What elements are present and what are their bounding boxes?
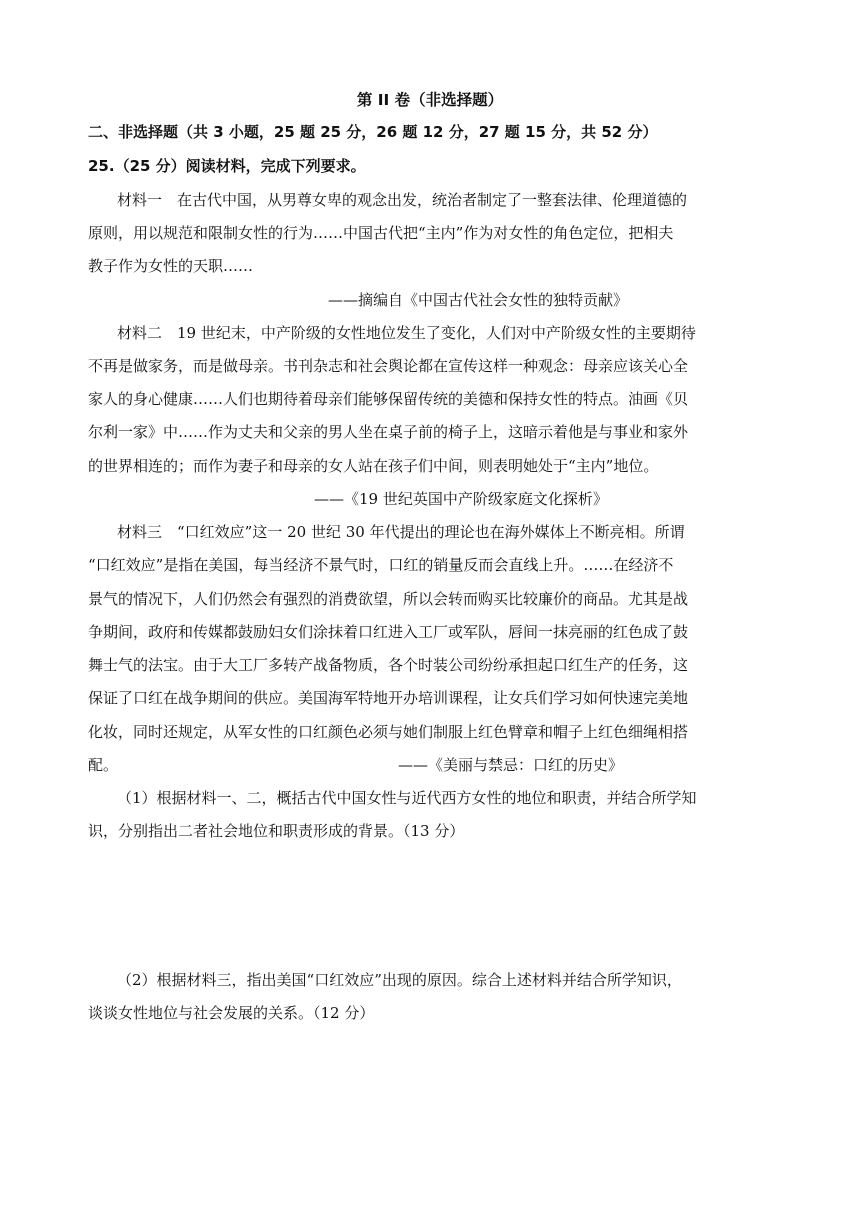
sub-question-2-line-2: 谈谈女性地位与社会发展的关系。（12 分） bbox=[88, 1004, 375, 1022]
part-heading: 二、非选择题（共 3 小题，25 题 25 分，26 题 12 分，27 题 15 分，共 52 分） bbox=[88, 123, 658, 141]
material-1-line-2: 原则，用以规范和限制女性的行为……中国古代把“主内”作为对女性的角色定位，把相夫 bbox=[88, 224, 674, 242]
material-2-line-4: 尔利一家》中……作为丈夫和父亲的男人坐在桌子前的椅子上，这暗示着他是与事业和家外 bbox=[88, 423, 689, 441]
material-2-source: ——《19 世纪英国中产阶级家庭文化探析》 bbox=[314, 490, 608, 508]
material-3-source: ——《美丽与禁忌：口红的历史》 bbox=[398, 756, 624, 774]
material-1-source: ——摘编自《中国古代社会女性的独特贡献》 bbox=[328, 291, 629, 309]
material-3-line-6: 保证了口红在战争期间的供应。美国海军特地开办培训课程，让女兵们学习如何快速完美地 bbox=[88, 689, 689, 707]
sub-question-1-line-2: 识，分别指出二者社会地位和职责形成的背景。（13 分） bbox=[88, 822, 465, 840]
material-2-line-3: 家人的身心健康……人们也期待着母亲们能够保留传统的美德和保持女性的特点。油画《贝 bbox=[88, 390, 689, 408]
answer-space-2[interactable] bbox=[88, 1035, 778, 1185]
question-25-heading: 25.（25 分）阅读材料，完成下列要求。 bbox=[88, 157, 366, 175]
material-3-line-2: “口红效应”是指在美国，每当经济不景气时，口红的销量反而会直线上升。……在经济不 bbox=[88, 556, 674, 574]
material-2-line-2: 不再是做家务，而是做母亲。书刊杂志和社会舆论都在宣传这样一种观念：母亲应该关心全 bbox=[88, 357, 689, 375]
sub-question-2-line-1: （2）根据材料三，指出美国“口红效应”出现的原因。综合上述材料并结合所学知识， bbox=[117, 971, 682, 989]
material-3-line-4: 争期间，政府和传媒都鼓励妇女们涂抹着口红进入工厂或军队，唇间一抹亮丽的红色成了鼓 bbox=[88, 623, 689, 641]
answer-space-1[interactable] bbox=[88, 850, 778, 960]
material-3-last-line: 配。 bbox=[88, 756, 119, 774]
section-title: 第 II 卷（非选择题） bbox=[356, 91, 504, 109]
material-2-line-5: 的世界相连的；而作为妻子和母亲的女人站在孩子们中间，则表明她处于“主内”地位。 bbox=[88, 457, 659, 475]
material-2-line-1: 材料二 19 世纪末，中产阶级的女性地位发生了变化，人们对中产阶级女性的主要期待 bbox=[117, 324, 696, 342]
material-3-line-3: 景气的情况下，人们仍然会有强烈的消费欲望，所以会转而购买比较廉价的商品。尤其是战 bbox=[88, 590, 689, 608]
material-3-line-5: 舞士气的法宝。由于大工厂多转产战备物质，各个时装公司纷纷承担起口红生产的任务，这 bbox=[88, 656, 689, 674]
material-1-line-3: 教子作为女性的天职…… bbox=[88, 257, 254, 275]
material-3-line-1: 材料三 “口红效应”这一 20 世纪 30 年代提出的理论也在海外媒体上不断亮相。所谓 bbox=[117, 523, 685, 541]
material-1-line-1: 材料一 在古代中国，从男尊女卑的观念出发，统治者制定了一整套法律、伦理道德的 bbox=[117, 191, 688, 209]
material-3-line-7: 化妆，同时还规定，从军女性的口红颜色必须与她们制服上红色臂章和帽子上红色细绳相搭 bbox=[88, 723, 689, 741]
sub-question-1-line-1: （1）根据材料一、二，概括古代中国女性与近代西方女性的地位和职责，并结合所学知 bbox=[117, 789, 697, 807]
